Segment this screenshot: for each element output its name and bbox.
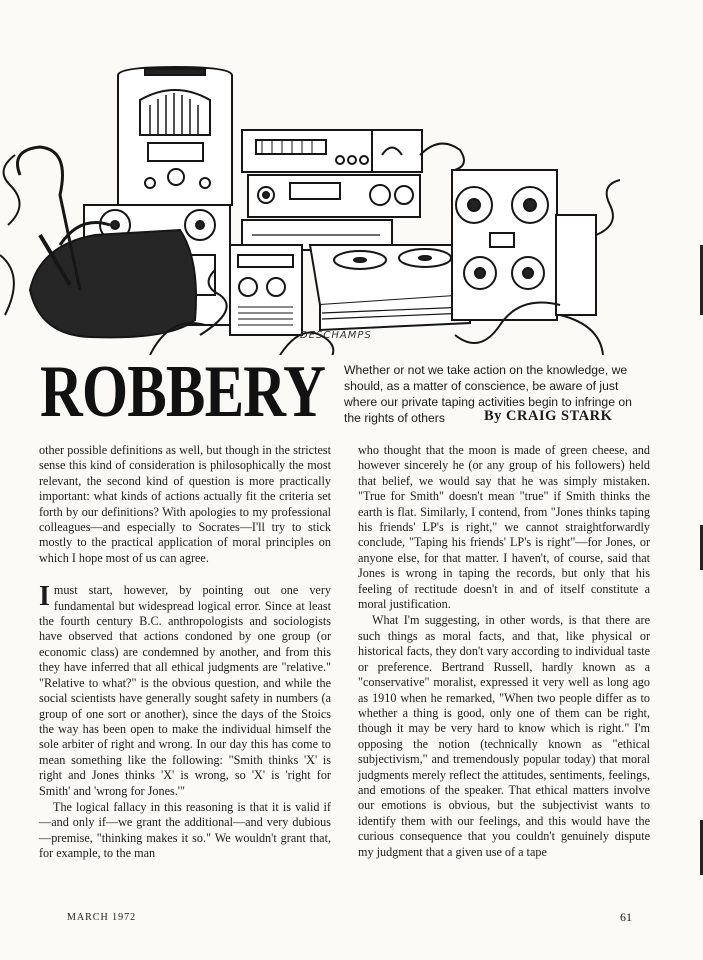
tape-equipment-illustration xyxy=(0,55,703,355)
paragraph-text: must start, however, by pointing out one very fundamental but widespread logical error. Since at least the fourth century B.C. anthropologists and sociologists have observed that actions condoned by one group (or economic class) are condemned by another, and from this they have inferred that all ethical judgments are "relative." "Relative to what?" is the obvious question, and while the social scientists have generally sought safety in numbers (a group of one sort or another), since the days of the Stoics the way has been open to make the individual himself the sole arbiter of right and wrong. In our day this has come to mean something like the following: "Smith thinks 'X' is right and Jones thinks 'X' is wrong, so 'X' is 'right for Smith' and 'wrong for Jones.'" xyxy=(39,583,331,798)
paragraph xyxy=(39,583,331,799)
drop-cap: I xyxy=(39,581,50,613)
paragraph: What I'm suggesting, in other words, is that there are such things as moral facts, and that, like physical or historical facts, they don't vary according to individual taste or preference. Bertrand Russell, hardly known as a "conservative" moralist, expressed it very well as long ago as 1910 when he remarked, "When two people differ as to whether a thing is good, only one of them can be right, though it may be very hard to know which is right." I'm opposing the notion (technically known as "ethical subjectivism," and tremendously popular today) that moral judgments merely reflect the attitudes, sentiments, feelings, and emotions of the speaker. That ethical matters involve our emotions is obvious, but the subjectivist wants to identify them with our feelings, and this would have the curious consequence that you couldn't genuinely dispute my judgment that a given use of a tape xyxy=(358,613,650,859)
illustration-signature: DESCHAMPS xyxy=(300,330,372,341)
paragraph: The logical fallacy in this reasoning is that it is valid if—and only if—we grant the additional—and very dubious—premise, "thinking makes it so." We wouldn't grant that, for example, to the man xyxy=(39,799,331,861)
paragraph: other possible definitions as well, but though in the strictest sense this kind of consideration is philosophically the most relevant, the second kind of question is more practically important: what kinds of actions actually fit the criteria set forth by our definitions? With apologies to my professional colleagues—and especially to Socrates—I'll try to stick mostly to the practical application of moral principles on which I hope most of us can agree. xyxy=(39,443,331,565)
byline: By CRAIG STARK xyxy=(484,408,613,424)
page-number: 61 xyxy=(620,910,632,924)
article-title: ROBBERY xyxy=(40,351,326,433)
paragraph: who thought that the moon is made of green cheese, and however sincerely he (or any group of his followers) held that belief, we would say that he was simply mistaken. "True for Smith" doesn't mean "true" if Smith thinks the earth is flat. Similarly, I contend, from "Jones thinks taping his friends' LP's is right," we cannot straightforwardly conclude, "Taping his friends' LP's is right"—for Jones, or anyone else, for that matter. I haven't, of course, said that Jones is wrong in taping the records, but only that his feeling of rectitude doesn't in and of itself constitute a moral justification. xyxy=(358,443,650,612)
left-column xyxy=(39,443,331,862)
article-dek: Whether or not we take action on the knowledge, we should, as a matter of conscience, be aware of just where our private taping activities begin to infringe on the rights of others xyxy=(344,363,632,425)
issue-date: MARCH 1972 xyxy=(67,912,137,923)
right-column xyxy=(358,443,650,860)
